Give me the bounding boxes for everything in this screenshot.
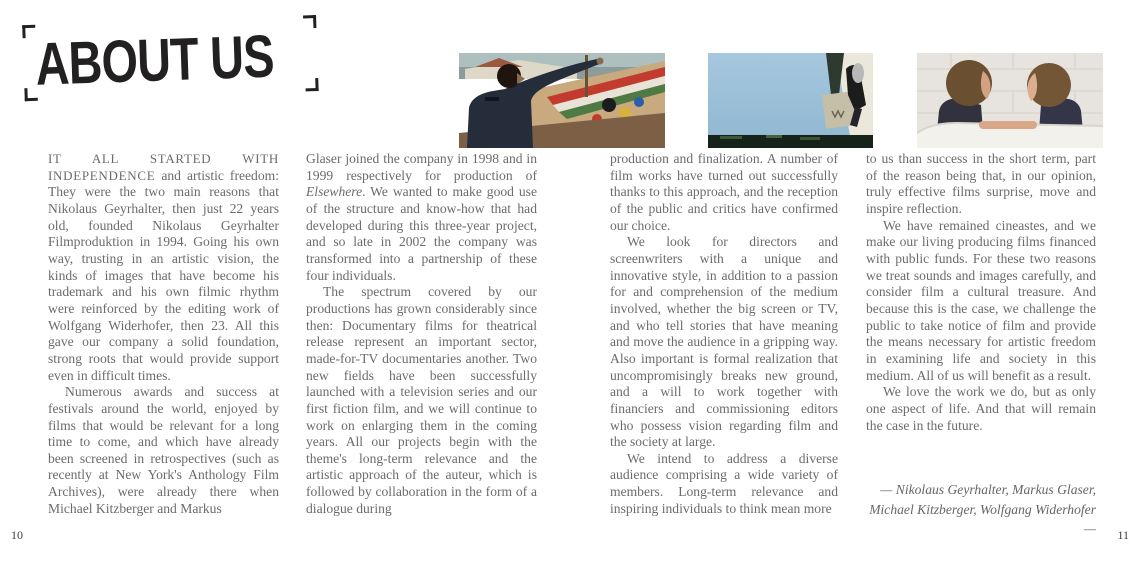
text-segment: . We wanted to make good use of the structure and know-how that had developed during this three-year project, and so late in 2002 the company was transformed into a partnership of these four individuals.	[306, 184, 537, 283]
photo-children-bathtub	[917, 53, 1103, 148]
text-segment: We have remained cineastes, and we make our living producing films financed with public funds. For these two reasons we treat sounds and images carefully, and consider film a cultural treasure. And because this is the case, we challenge the public to take notice of film and provide the means necessary for artistic freedom in examining life and society in this medium. All of us will benefit as a result.	[866, 217, 1096, 383]
text-segment: IT ALL STARTED WITH INDEPENDENCE	[48, 151, 279, 183]
crop-mark-top-right-icon	[303, 15, 316, 28]
body-paragraph	[866, 218, 1096, 385]
text-column-1	[48, 151, 279, 517]
photo-man-on-ledge	[708, 53, 873, 148]
body-paragraph	[866, 384, 1096, 434]
crop-mark-bottom-right-icon	[305, 78, 318, 91]
text-segment: Glaser joined the company in 1998 and in 1999 respectively for production of	[306, 151, 537, 183]
text-segment: We look for directors and screenwriters with a unique and innovative style, in addition to a passion for and comprehension of the medium involved, whether the big screen or TV, and who tell stories that have meaning and move the audience in a gripping way. Also important is formal realization that uncompromisingly breaks new ground, and a will to work together with financiers and commissioning editors who possess vision regarding film and the society at large.	[610, 234, 838, 450]
text-segment: production and finalization. A number of film works have turned out successfully thanks to this approach, and the reception of the public and critics have confirmed our choice.	[610, 151, 838, 233]
text-segment: to us than success in the short term, part of the reason being that, in our opinion, truly effective films surprise, move and inspire reflection.	[866, 151, 1096, 216]
text-segment: Elsewhere	[306, 184, 363, 200]
body-paragraph	[610, 451, 838, 518]
text-segment: We intend to address a diverse audience comprising a wide variety of members. Long-term relevance and inspiring individuals to think mean more	[610, 450, 838, 516]
text-segment: We love the work we do, but as only one aspect of life. And that will remain the case in the future.	[866, 384, 1096, 433]
man-on-ledge-illustration	[708, 53, 873, 148]
text-segment: — Nikolaus Geyrhalter, Markus Glaser, Michael Kitzberger, Wolfgang Widerhofer —	[869, 482, 1096, 537]
text-column-3	[610, 151, 838, 517]
body-paragraph	[866, 151, 1096, 218]
title-block	[22, 15, 318, 101]
text-segment: and artistic freedom: They were the two main reasons that Nikolaus Geyrhalter, then just 22 years old, founded Nikolaus Geyrhalter Filmproduktion in 1994. Going his own way, trusting in an artistic vision, the kinds of images that have become his trademark and his own filmic rhythm were reinforced by the editing work of Wolfgang Widerhofer, then 23. All this gave our company a solid foundation, strong roots that would provide support even in difficult times.	[48, 167, 279, 383]
body-paragraph	[610, 151, 838, 234]
text-column-2	[306, 151, 537, 517]
page-number-right: 11	[1117, 528, 1129, 542]
harbor-official-illustration	[459, 53, 665, 148]
photo-harbor-official	[459, 53, 665, 148]
signature-line	[866, 480, 1096, 539]
text-column-4	[866, 151, 1096, 539]
page-title: ABOUT US	[34, 22, 275, 98]
body-paragraph	[48, 151, 279, 384]
text-segment: The spectrum covered by our productions has grown considerably since then: Documentary films for theatrical release represent an important sector, made-for-TV documentaries another. Two new fields have been successfully launched with a television series and our first fiction film, and we will continue to work on enlarging them in the coming years. All our projects begin with the theme's long-term relevance and the artistic approach of the auteur, which is followed by collaboration in the form of a dialogue during	[306, 284, 537, 516]
photo-strip	[419, 37, 1143, 132]
children-bathtub-illustration	[917, 53, 1103, 148]
body-paragraph	[306, 284, 537, 517]
text-segment: Numerous awards and success at festivals around the world, enjoyed by films that would be relevant for a long time to come, and which have already been screened in retrospectives (such as recently at New York's Anthology Film Archives), were already there when Michael Kitzberger and Markus	[48, 384, 279, 516]
body-paragraph	[610, 234, 838, 451]
body-paragraph	[48, 384, 279, 517]
body-paragraph	[306, 151, 537, 284]
page-number-left: 10	[11, 528, 23, 542]
